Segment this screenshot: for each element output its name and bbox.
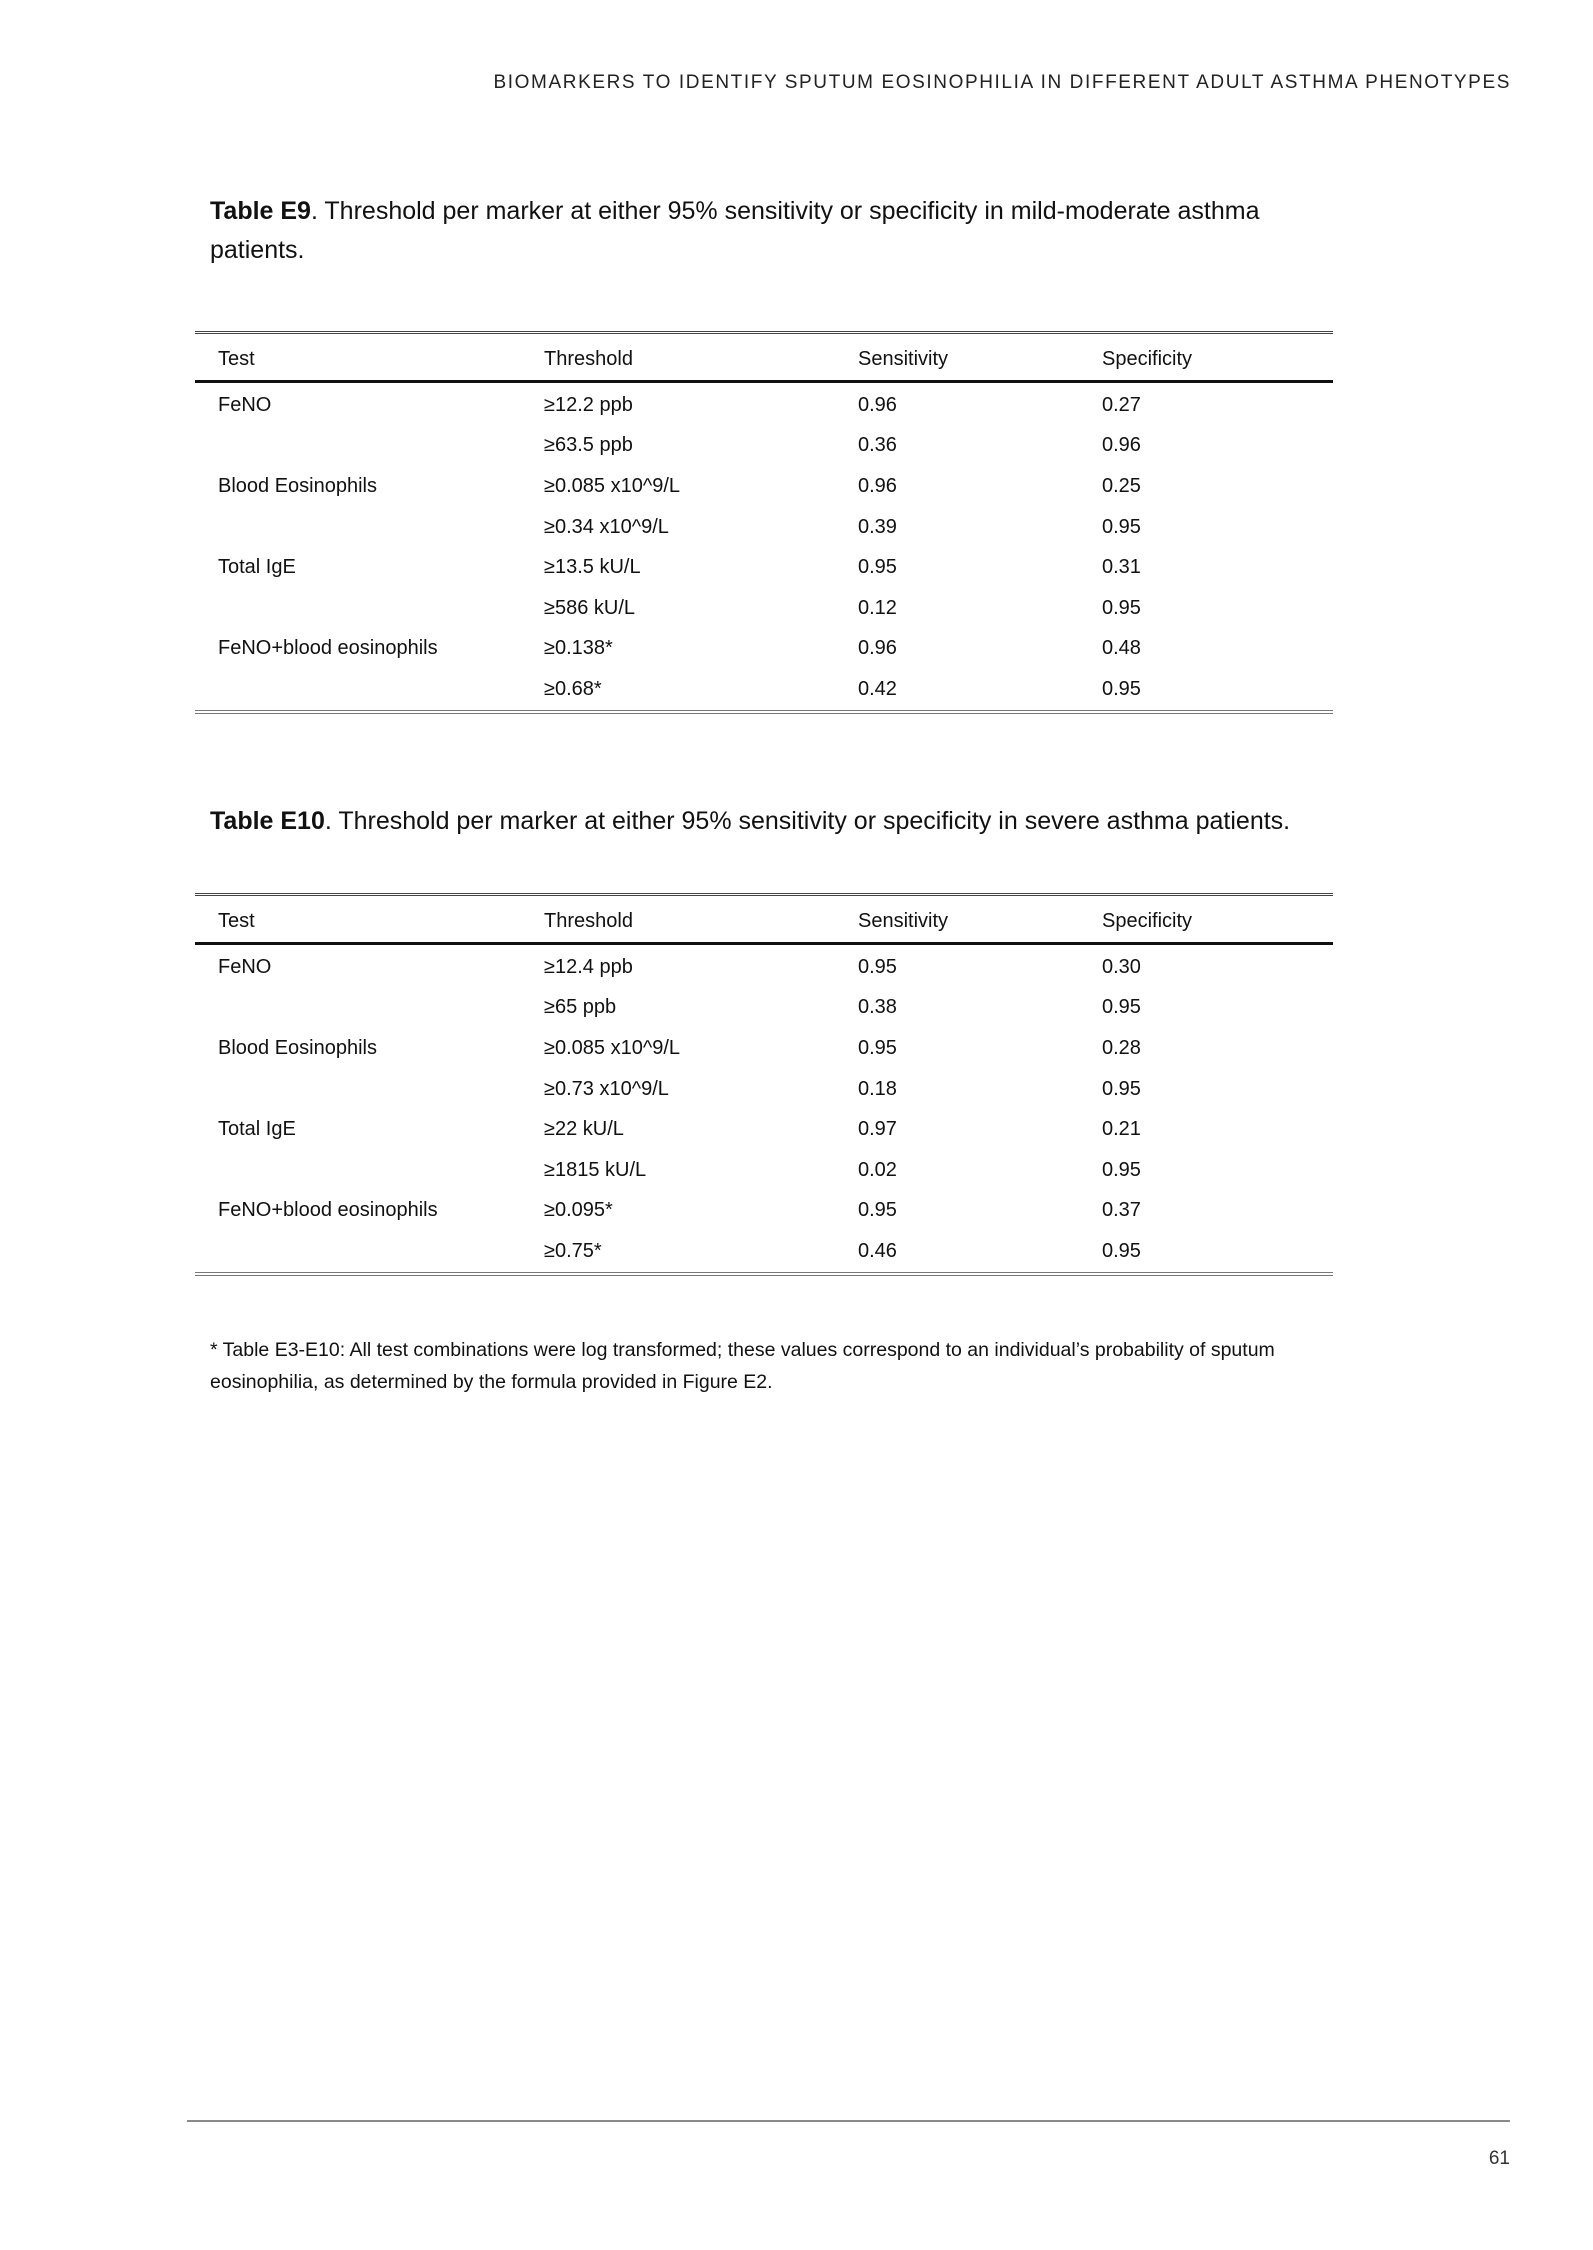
table-cell: 0.95 — [1102, 596, 1141, 619]
table-cell: 0.95 — [1079, 1231, 1333, 1274]
table-cell: 0.39 — [858, 515, 897, 538]
table-cell: 0.36 — [858, 434, 897, 457]
table-e9-body — [195, 382, 1333, 712]
table-e9 — [195, 331, 1333, 714]
table-cell: 0.96 — [858, 393, 897, 416]
table-e9-caption-text: . Threshold per marker at either 95% sensitivity or specificity in mild-moderate asthma patients. — [210, 197, 1260, 264]
footnote: * Table E3-E10: All test combinations were log transformed; these values correspond to an individual’s probability of sputum eosinophilia, as determined by the formula provided in Figure E2. — [210, 1339, 1275, 1393]
table-e9-caption — [210, 192, 1320, 270]
table-cell: 0.38 — [858, 996, 897, 1019]
table-cell: 0.27 — [1102, 393, 1141, 416]
table-e10-header — [195, 895, 1333, 944]
table-row — [195, 1109, 1333, 1150]
table-cell: 0.95 — [1102, 515, 1141, 538]
table-cell: 0.18 — [858, 1077, 897, 1100]
table-row — [195, 944, 1333, 988]
table-cell: 0.46 — [835, 1231, 1079, 1274]
table-cell: ≥0.73 x10^9/L — [544, 1077, 669, 1100]
table-cell: ≥0.34 x10^9/L — [544, 515, 669, 538]
table-cell: 0.95 — [1102, 1077, 1141, 1100]
table-cell: ≥63.5 ppb — [544, 434, 633, 457]
table-cell: ≥0.138* — [544, 637, 613, 660]
table-cell: ≥0.085 x10^9/L — [544, 474, 681, 497]
table-cell: 0.95 — [1102, 1158, 1141, 1181]
table-cell: Total IgE — [218, 1118, 296, 1141]
table-cell: 0.37 — [1102, 1199, 1141, 1222]
table-cell: 0.42 — [835, 669, 1079, 712]
table-row — [195, 1150, 1333, 1191]
column-header: Test — [195, 895, 521, 944]
table-e10-caption — [210, 802, 1320, 841]
table-cell — [195, 669, 521, 712]
table-cell: 0.95 — [1079, 669, 1333, 712]
table-row — [195, 988, 1333, 1029]
table-cell: ≥0.68* — [521, 669, 835, 712]
table-cell: ≥586 kU/L — [544, 596, 636, 619]
table-cell: 0.96 — [858, 637, 897, 660]
table-cell: 0.12 — [858, 596, 897, 619]
table-cell: ≥12.2 ppb — [544, 393, 633, 416]
table-cell: 0.96 — [858, 474, 897, 497]
table-cell: ≥13.5 kU/L — [544, 556, 641, 579]
table-cell — [195, 507, 521, 548]
table-cell: 0.95 — [858, 1036, 897, 1059]
table-header-row — [195, 895, 1333, 944]
table-cell: FeNO — [218, 393, 272, 416]
table-cell: FeNO+blood eosinophils — [218, 637, 438, 660]
table-cell: FeNO+blood eosinophils — [218, 1199, 438, 1222]
column-header: Threshold — [521, 333, 835, 382]
table-cell: 0.95 — [858, 1199, 897, 1222]
table-cell: Blood Eosinophils — [218, 1036, 377, 1059]
table-cell: ≥0.085 x10^9/L — [544, 1036, 681, 1059]
table-cell: 0.96 — [1102, 434, 1141, 457]
footer-divider — [187, 2120, 1510, 2122]
table-cell: ≥0.75* — [521, 1231, 835, 1274]
table-cell: ≥0.095* — [544, 1199, 613, 1222]
column-header: Sensitivity — [835, 895, 1079, 944]
table-cell: 0.21 — [1102, 1118, 1141, 1141]
table-row — [195, 426, 1333, 467]
table-cell: 0.31 — [1102, 556, 1141, 579]
table-cell: ≥1815 kU/L — [544, 1158, 647, 1181]
table-e10-label: Table E10 — [210, 807, 325, 835]
table-e10 — [195, 893, 1333, 1276]
table-cell — [195, 588, 521, 629]
table-cell: Blood Eosinophils — [218, 474, 377, 497]
table-row — [195, 669, 1333, 712]
table-e9-header — [195, 333, 1333, 382]
table-cell: 0.95 — [858, 955, 897, 978]
table-row — [195, 588, 1333, 629]
table-row — [195, 629, 1333, 670]
column-header: Specificity — [1079, 333, 1333, 382]
table-cell — [195, 988, 521, 1029]
page-number: 61 — [1488, 2148, 1510, 2169]
table-cell — [195, 1069, 521, 1110]
column-header: Test — [195, 333, 521, 382]
table-row — [195, 547, 1333, 588]
table-cell: 0.95 — [1102, 996, 1141, 1019]
table-cell: 0.02 — [858, 1158, 897, 1181]
table-cell — [195, 1150, 521, 1191]
column-header: Sensitivity — [835, 333, 1079, 382]
table-e10-body — [195, 944, 1333, 1274]
table-row — [195, 507, 1333, 548]
table-row — [195, 1231, 1333, 1274]
table-cell: ≥22 kU/L — [544, 1118, 624, 1141]
table-row — [195, 466, 1333, 507]
table-cell: 0.28 — [1102, 1036, 1141, 1059]
table-row — [195, 1191, 1333, 1232]
column-header: Specificity — [1079, 895, 1333, 944]
table-cell: FeNO — [218, 955, 272, 978]
table-cell: Total IgE — [218, 556, 296, 579]
table-cell — [195, 426, 521, 467]
table-cell: 0.97 — [858, 1118, 897, 1141]
column-header: Threshold — [521, 895, 835, 944]
table-row — [195, 1069, 1333, 1110]
table-cell: 0.30 — [1102, 955, 1141, 978]
running-header: BIOMARKERS TO IDENTIFY SPUTUM EOSINOPHILIA IN DIFFERENT ADULT ASTHMA PHENOTYPES — [493, 72, 1511, 93]
table-e10-caption-text: . Threshold per marker at either 95% sensitivity or specificity in severe asthma patients. — [324, 807, 1291, 835]
table-cell: 0.95 — [858, 556, 897, 579]
table-header-row — [195, 333, 1333, 382]
table-row — [195, 1028, 1333, 1069]
table-cell: ≥65 ppb — [544, 996, 617, 1019]
table-cell: 0.48 — [1102, 637, 1141, 660]
table-cell: ≥12.4 ppb — [544, 955, 633, 978]
table-cell — [195, 1231, 521, 1274]
table-cell: 0.25 — [1102, 474, 1141, 497]
table-row — [195, 382, 1333, 426]
table-e9-label: Table E9 — [210, 197, 311, 225]
